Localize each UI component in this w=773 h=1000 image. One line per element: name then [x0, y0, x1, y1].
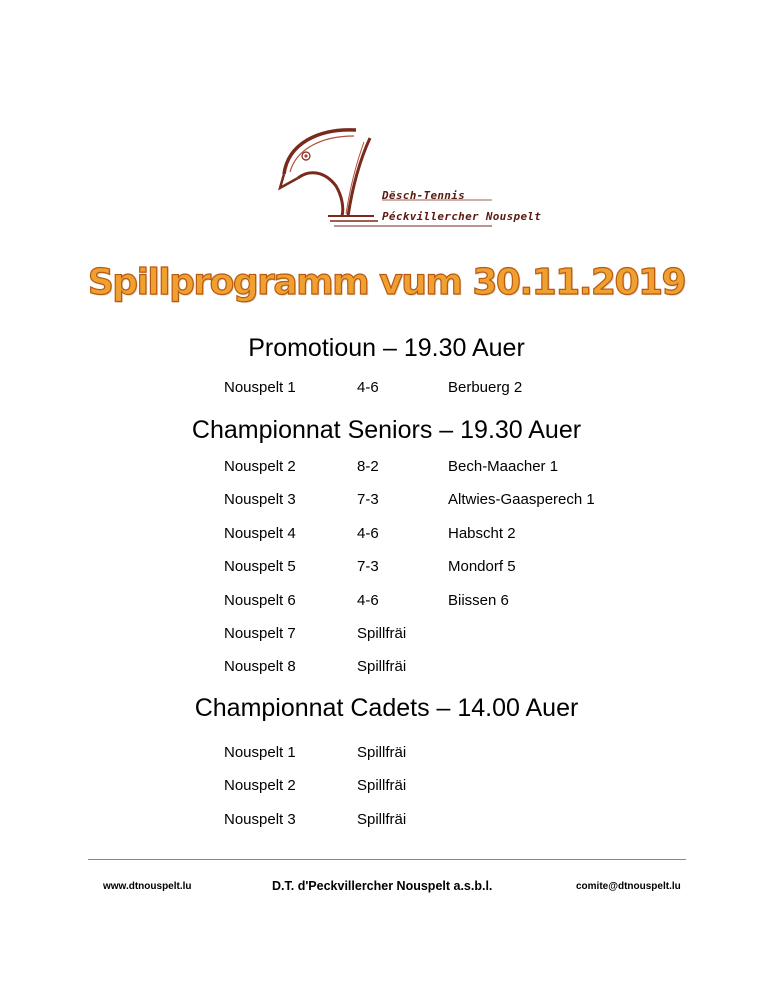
footer-email-link[interactable]: comite@dtnouspelt.lu [576, 881, 681, 892]
team-name: Nouspelt 7 [224, 625, 296, 642]
match-score: Spillfräi [357, 777, 407, 794]
opponent-name: Biissen 6 [448, 592, 509, 609]
table-row [0, 744, 773, 764]
table-row [0, 525, 773, 545]
opponent-name: Berbuerg 2 [448, 379, 523, 396]
footer-club-name: D.T. d'Peckvillercher Nouspelt a.s.b.l. [272, 879, 493, 893]
team-name: Nouspelt 3 [224, 491, 296, 508]
logo-text-line2: Péckvillercher Nouspelt [382, 210, 542, 223]
match-score: Spillfräi [357, 744, 407, 761]
team-name: Nouspelt 1 [224, 379, 296, 396]
match-score: Spillfräi [357, 625, 407, 642]
table-row [0, 811, 773, 831]
footer-divider [88, 859, 686, 860]
table-row [0, 592, 773, 612]
opponent-name: Altwies-Gaasperech 1 [448, 491, 595, 508]
team-name: Nouspelt 2 [224, 777, 296, 794]
team-name: Nouspelt 3 [224, 811, 296, 828]
opponent-name: Mondorf 5 [448, 558, 516, 575]
table-row [0, 379, 773, 399]
team-name: Nouspelt 1 [224, 744, 296, 761]
team-name: Nouspelt 8 [224, 658, 296, 675]
club-logo [278, 124, 542, 236]
table-row [0, 458, 773, 478]
match-score: 4-6 [357, 525, 379, 542]
opponent-name: Habscht 2 [448, 525, 516, 542]
match-score: 7-3 [357, 491, 379, 508]
table-row [0, 491, 773, 511]
table-row [0, 658, 773, 678]
page-title: Spillprogramm vum 30.11.2019 [87, 262, 686, 303]
section-title-seniors: Championnat Seniors – 19.30 Auer [191, 416, 582, 444]
match-score: 4-6 [357, 592, 379, 609]
footer-website-link[interactable]: www.dtnouspelt.lu [103, 881, 192, 892]
table-row [0, 777, 773, 797]
team-name: Nouspelt 6 [224, 592, 296, 609]
team-name: Nouspelt 2 [224, 458, 296, 475]
table-row [0, 558, 773, 578]
team-name: Nouspelt 4 [224, 525, 296, 542]
team-name: Nouspelt 5 [224, 558, 296, 575]
match-score: 4-6 [357, 379, 379, 396]
section-title-promotioun: Promotioun – 19.30 Auer [248, 334, 525, 362]
table-row [0, 625, 773, 645]
logo-text-line1: Dësch-Tennis [382, 189, 466, 202]
match-score: 8-2 [357, 458, 379, 475]
match-score: 7-3 [357, 558, 379, 575]
match-score: Spillfräi [357, 811, 407, 828]
section-title-cadets: Championnat Cadets – 14.00 Auer [194, 694, 579, 722]
match-score: Spillfräi [357, 658, 407, 675]
opponent-name: Bech-Maacher 1 [448, 458, 559, 475]
